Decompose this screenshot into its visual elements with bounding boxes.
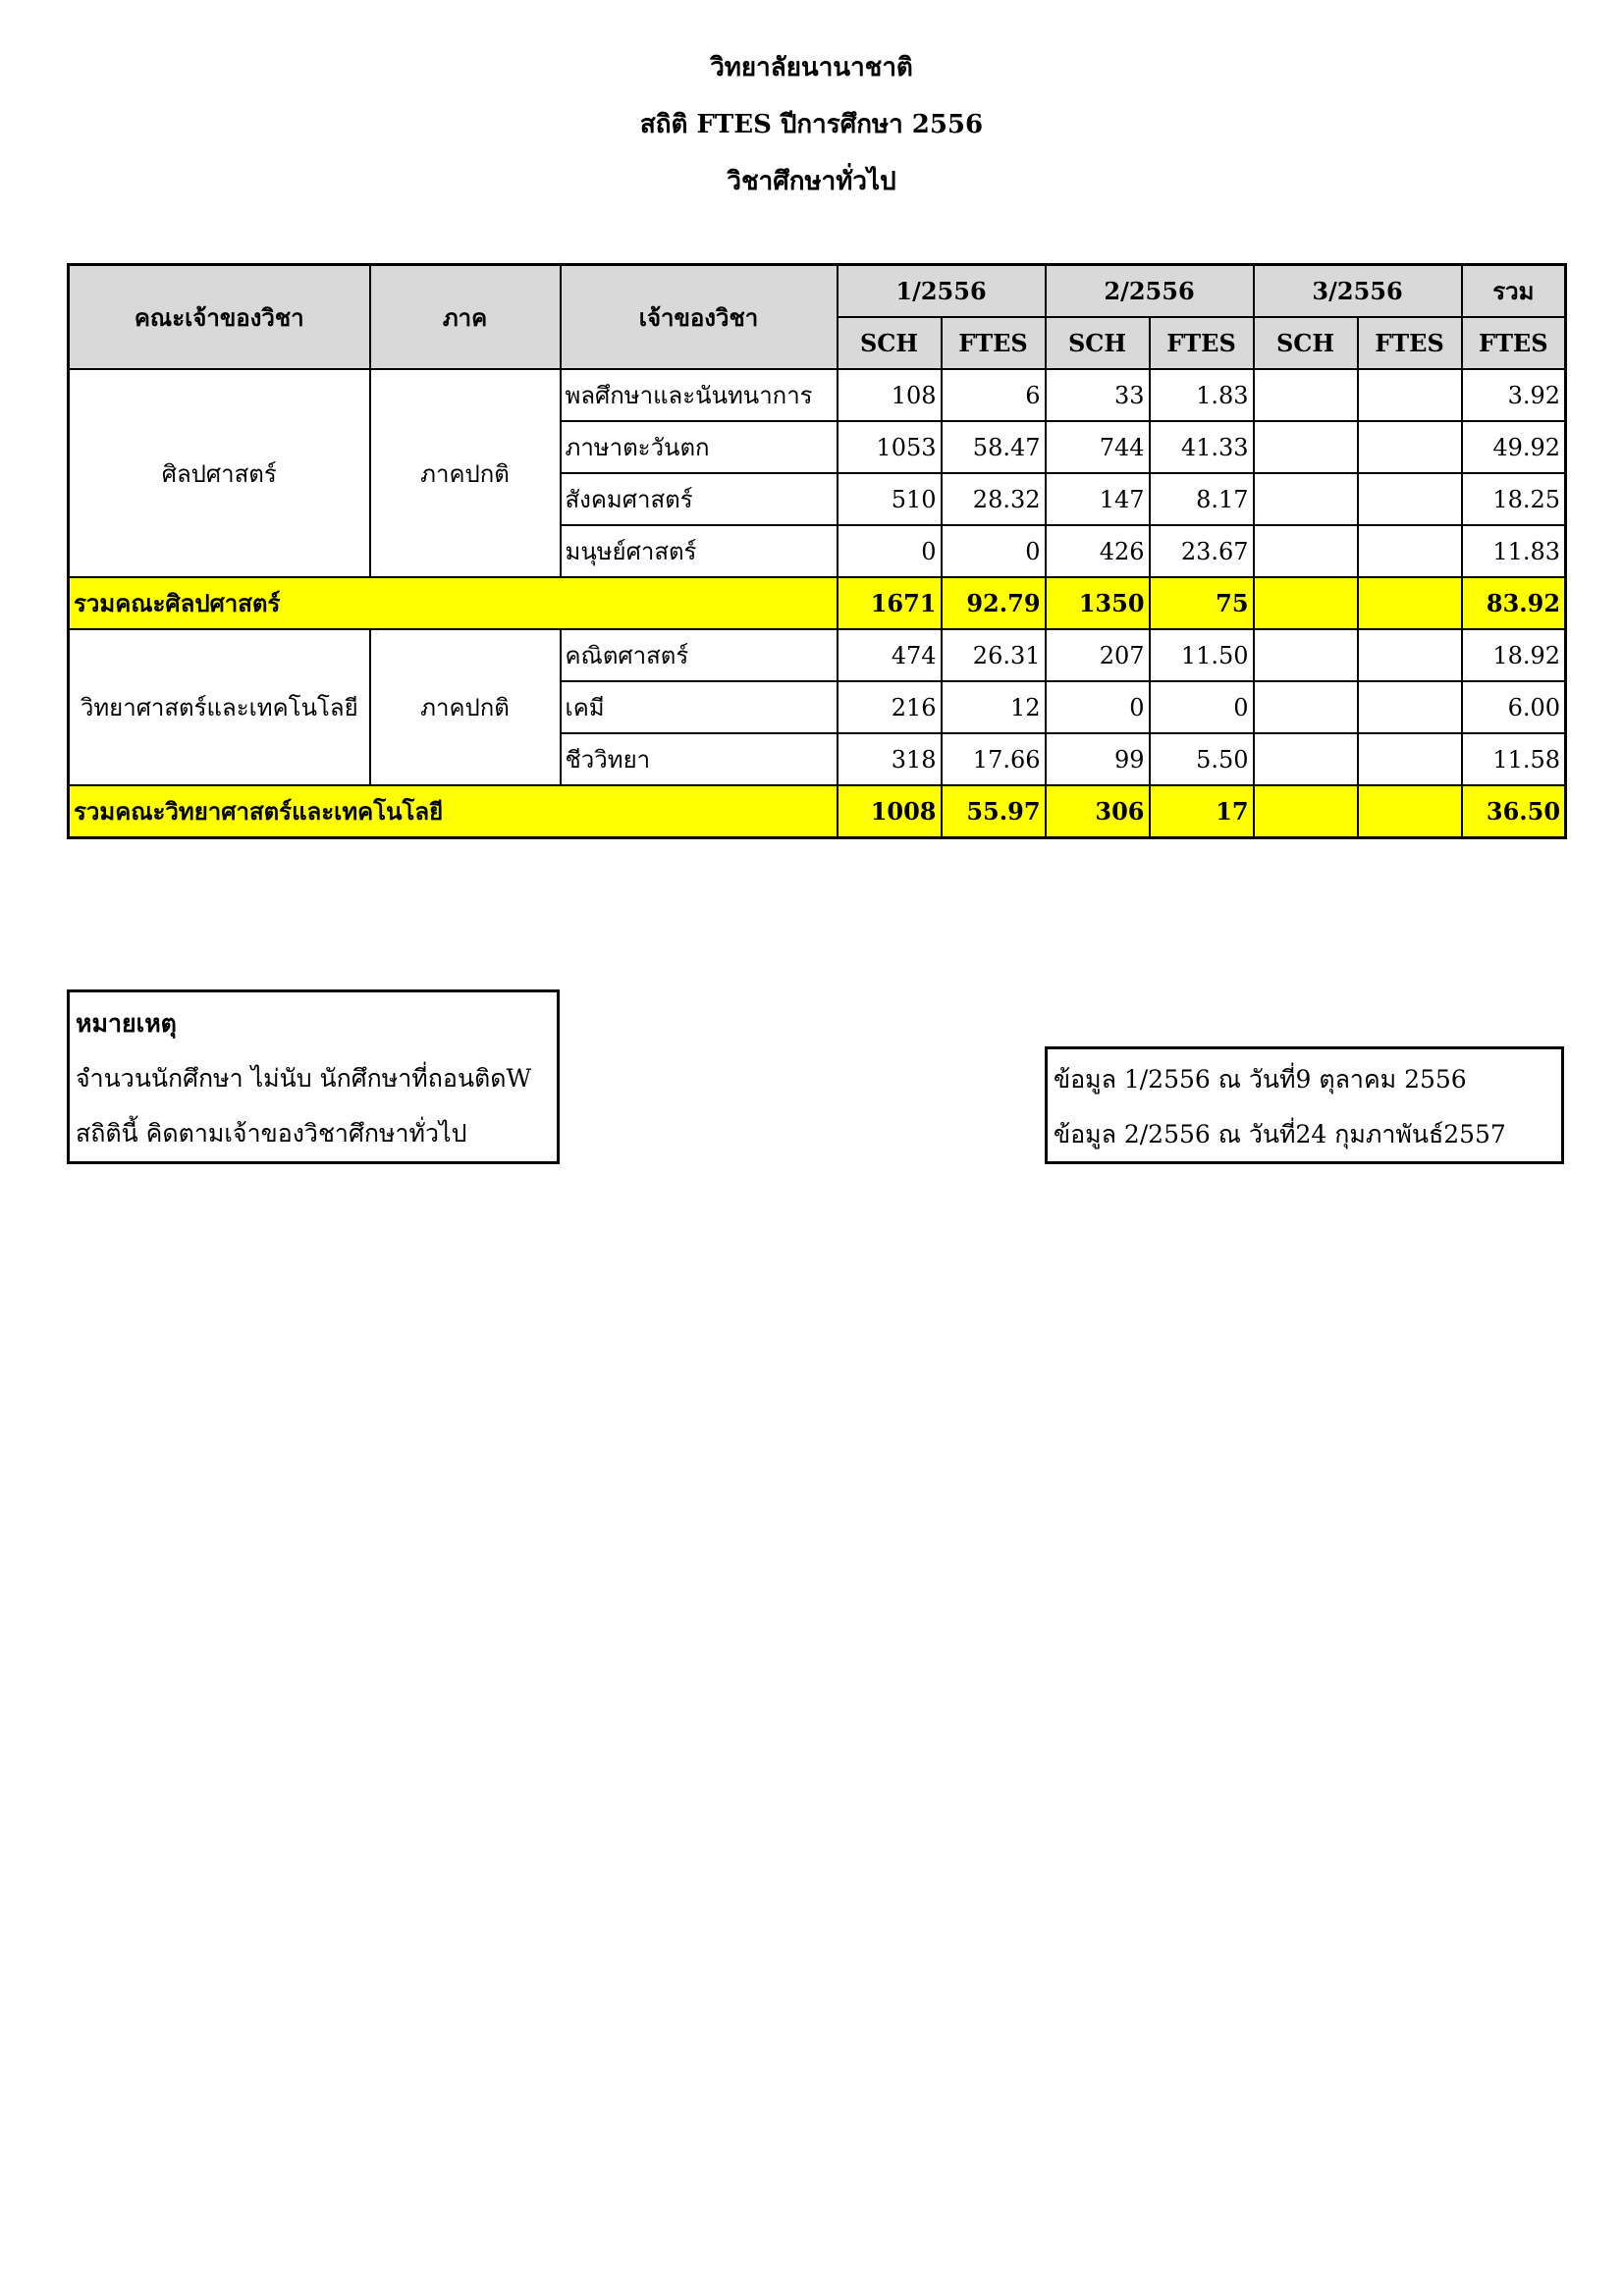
total-ftes-cell: 3.92 (1462, 369, 1566, 421)
header-term-1: 1/2556 (838, 265, 1046, 318)
t2-sch-cell: 744 (1046, 421, 1150, 473)
header-faculty: คณะเจ้าของวิชา (69, 265, 370, 370)
t3-sch-cell (1254, 629, 1358, 681)
title-statistics: สถิติ FTES ปีการศึกษา 2556 (639, 110, 984, 139)
t1-ftes-cell: 58.47 (942, 421, 1046, 473)
t1-ftes-total: 55.97 (942, 785, 1046, 838)
program-cell: ภาคปกติ (370, 629, 561, 785)
t1-sch-cell: 474 (838, 629, 942, 681)
t1-sch-total: 1671 (838, 577, 942, 629)
t1-ftes-total: 92.79 (942, 577, 1046, 629)
t3-ftes-total (1358, 785, 1462, 838)
ftes-table (67, 263, 1567, 839)
t2-sch-total: 1350 (1046, 577, 1150, 629)
header-t1-ftes: FTES (942, 317, 1046, 369)
faculty-total-row (69, 577, 1566, 629)
header-t2-ftes: FTES (1150, 317, 1254, 369)
t1-ftes-cell: 17.66 (942, 733, 1046, 785)
t1-ftes-cell: 12 (942, 681, 1046, 733)
owner-cell: คณิตศาสตร์ (561, 629, 838, 681)
t3-ftes-cell (1358, 473, 1462, 525)
total-ftes-total: 36.50 (1462, 785, 1566, 838)
t3-sch-total (1254, 577, 1358, 629)
title-institution: วิทยาลัยนานาชาติ (710, 53, 913, 82)
t1-ftes-cell: 28.32 (942, 473, 1046, 525)
t2-sch-cell: 426 (1046, 525, 1150, 577)
total-label-cell: รวมคณะศิลปศาสตร์ (69, 577, 838, 629)
program-cell: ภาคปกติ (370, 369, 561, 577)
t3-ftes-cell (1358, 369, 1462, 421)
title-subject-group: วิชาศึกษาทั่วไป (727, 167, 896, 196)
t2-ftes-cell: 23.67 (1150, 525, 1254, 577)
t1-sch-cell: 0 (838, 525, 942, 577)
t2-ftes-cell: 1.83 (1150, 369, 1254, 421)
t3-sch-cell (1254, 369, 1358, 421)
owner-cell: มนุษย์ศาสตร์ (561, 525, 838, 577)
t1-sch-cell: 318 (838, 733, 942, 785)
remarks-box (67, 989, 560, 1164)
t2-ftes-total: 17 (1150, 785, 1254, 838)
data-date-box (1045, 1046, 1564, 1164)
owner-cell: เคมี (561, 681, 838, 733)
owner-cell: ภาษาตะวันตก (561, 421, 838, 473)
t3-ftes-cell (1358, 681, 1462, 733)
t1-sch-cell: 216 (838, 681, 942, 733)
header-owner: เจ้าของวิชา (561, 265, 838, 370)
header-t3-sch: SCH (1254, 317, 1358, 369)
faculty-cell: วิทยาศาสตร์และเทคโนโลยี (69, 629, 370, 785)
t2-ftes-total: 75 (1150, 577, 1254, 629)
t3-sch-total (1254, 785, 1358, 838)
total-label-cell: รวมคณะวิทยาศาสตร์และเทคโนโลยี (69, 785, 838, 838)
owner-cell: สังคมศาสตร์ (561, 473, 838, 525)
header-term-3: 3/2556 (1254, 265, 1462, 318)
t2-ftes-cell: 8.17 (1150, 473, 1254, 525)
t2-sch-cell: 99 (1046, 733, 1150, 785)
total-ftes-cell: 18.92 (1462, 629, 1566, 681)
header-t3-ftes: FTES (1358, 317, 1462, 369)
header-total-ftes: FTES (1462, 317, 1566, 369)
t1-ftes-cell: 0 (942, 525, 1046, 577)
header-row-1 (69, 265, 1566, 318)
table-row (69, 629, 1566, 681)
t1-ftes-cell: 26.31 (942, 629, 1046, 681)
remarks-title: หมายเหตุ (76, 1009, 177, 1038)
header-term-2: 2/2556 (1046, 265, 1254, 318)
page-titles (0, 39, 1623, 210)
remarks-line-2: สถิตินี้ คิดตามเจ้าของวิชาศึกษาทั่วไป (76, 1119, 467, 1148)
total-ftes-cell: 6.00 (1462, 681, 1566, 733)
t2-ftes-cell: 5.50 (1150, 733, 1254, 785)
t1-sch-total: 1008 (838, 785, 942, 838)
t2-sch-total: 306 (1046, 785, 1150, 838)
t2-sch-cell: 207 (1046, 629, 1150, 681)
t2-ftes-cell: 41.33 (1150, 421, 1254, 473)
t3-ftes-cell (1358, 733, 1462, 785)
t2-ftes-cell: 0 (1150, 681, 1254, 733)
faculty-cell: ศิลปศาสตร์ (69, 369, 370, 577)
header-t2-sch: SCH (1046, 317, 1150, 369)
header-program: ภาค (370, 265, 561, 370)
t3-sch-cell (1254, 733, 1358, 785)
data-date-line-2: ข้อมูล 2/2556 ณ วันที่24 กุมภาพันธ์2557 (1054, 1120, 1506, 1148)
t2-sch-cell: 147 (1046, 473, 1150, 525)
t3-ftes-cell (1358, 629, 1462, 681)
t3-sch-cell (1254, 525, 1358, 577)
remarks-line-1: จำนวนนักศึกษา ไม่นับ นักศึกษาที่ถอนติดW (76, 1064, 532, 1093)
t3-ftes-cell (1358, 421, 1462, 473)
t2-ftes-cell: 11.50 (1150, 629, 1254, 681)
table-row (69, 369, 1566, 421)
t3-ftes-cell (1358, 525, 1462, 577)
total-ftes-cell: 18.25 (1462, 473, 1566, 525)
owner-cell: ชีววิทยา (561, 733, 838, 785)
t3-ftes-total (1358, 577, 1462, 629)
header-total: รวม (1462, 265, 1566, 318)
t3-sch-cell (1254, 473, 1358, 525)
total-ftes-cell: 49.92 (1462, 421, 1566, 473)
total-ftes-cell: 11.83 (1462, 525, 1566, 577)
total-ftes-cell: 11.58 (1462, 733, 1566, 785)
faculty-total-row (69, 785, 1566, 838)
t2-sch-cell: 0 (1046, 681, 1150, 733)
t1-ftes-cell: 6 (942, 369, 1046, 421)
t1-sch-cell: 510 (838, 473, 942, 525)
t3-sch-cell (1254, 421, 1358, 473)
t3-sch-cell (1254, 681, 1358, 733)
t1-sch-cell: 1053 (838, 421, 942, 473)
total-ftes-total: 83.92 (1462, 577, 1566, 629)
header-t1-sch: SCH (838, 317, 942, 369)
owner-cell: พลศึกษาและนันทนาการ (561, 369, 838, 421)
data-date-line-1: ข้อมูล 1/2556 ณ วันที่9 ตุลาคม 2556 (1054, 1065, 1467, 1094)
t2-sch-cell: 33 (1046, 369, 1150, 421)
t1-sch-cell: 108 (838, 369, 942, 421)
